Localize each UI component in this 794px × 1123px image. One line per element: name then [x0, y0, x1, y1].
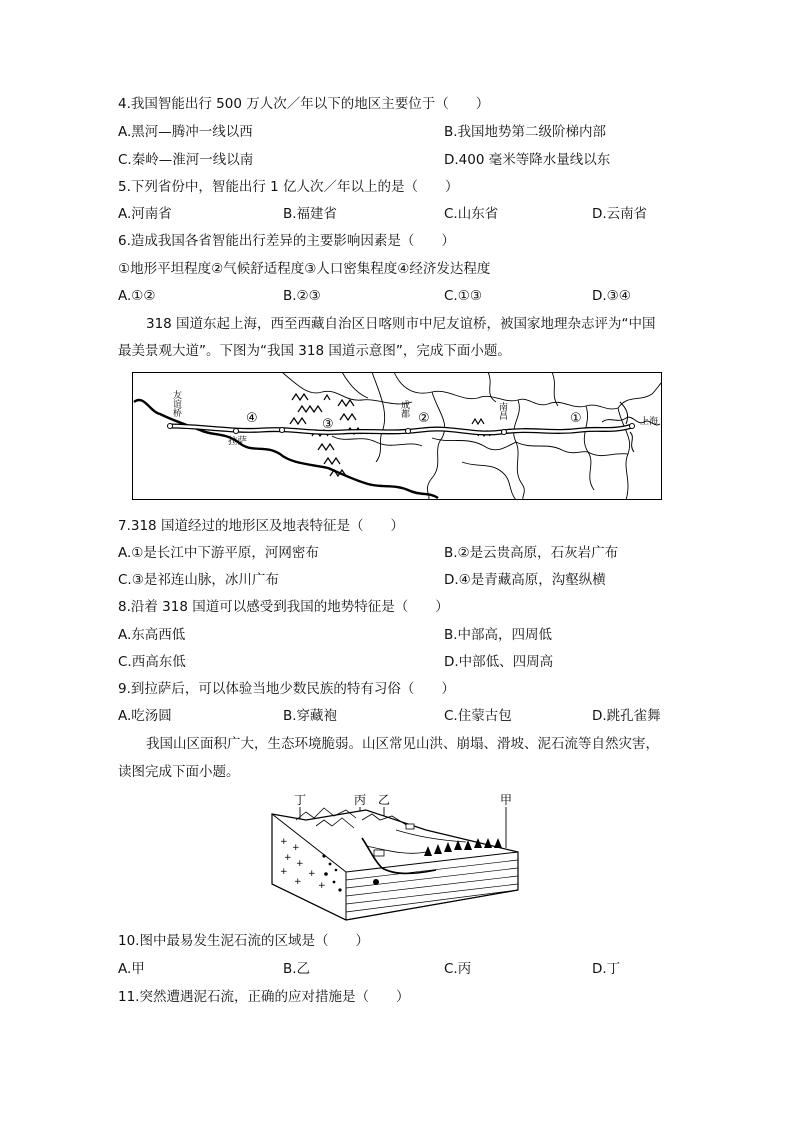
q6-factors: ①地形平坦程度②气候舒适程度③人口密集程度④经济发达程度 — [118, 261, 491, 277]
q10-option-c: C.丙 — [444, 961, 472, 977]
label-ding: 丁 — [294, 793, 307, 807]
q6-option-c: C.①③ — [444, 288, 482, 304]
q7-option-b: B.②是云贵高原，石灰岩广布 — [444, 545, 619, 561]
svg-text:+: + — [294, 877, 302, 887]
svg-text:+: + — [296, 859, 304, 869]
label-youyiqiao: 友谊桥 — [171, 390, 181, 417]
marker-4: ④ — [246, 411, 258, 426]
q5-option-d: D.云南省 — [592, 206, 648, 222]
q6-option-d: D.③④ — [592, 288, 631, 304]
marker-1: ① — [570, 411, 582, 426]
q9-option-b: B.穿藏袍 — [283, 708, 338, 724]
q8-option-a: A.东高西低 — [118, 627, 186, 643]
q4-option-d: D.400 毫米等降水量线以东 — [444, 152, 611, 168]
q4-option-a: A.黑河—腾冲一线以西 — [118, 124, 253, 140]
q7-stem: 7.318 国道经过的地形区及地表特征是（ ） — [118, 518, 404, 534]
passage-318-line2: 最美景观大道”。下图为“我国 318 国道示意图”，完成下面小题。 — [118, 343, 511, 359]
q8-option-c: C.西高东低 — [118, 654, 186, 670]
svg-text:+: + — [308, 869, 316, 879]
passage-mountain-line2: 读图完成下面小题。 — [118, 764, 240, 780]
q7-option-c: C.③是祁连山脉，冰川广布 — [118, 572, 279, 588]
q8-option-d: D.中部低、四周高 — [444, 654, 554, 670]
q4-stem: 4.我国智能出行 500 万人次／年以下的地区主要位于（ ） — [118, 96, 490, 112]
q8-stem: 8.沿着 318 国道可以感受到我国的地势特征是（ ） — [118, 599, 449, 615]
passage-318-line1: 318 国道东起上海，西至西藏自治区日喀则市中尼友谊桥，被国家地理杂志评为“中国 — [146, 316, 656, 332]
marker-3: ③ — [322, 417, 334, 432]
label-yi: 乙 — [378, 793, 391, 807]
q5-stem: 5.下列省份中，智能出行 1 亿人次／年以上的是（ ） — [118, 179, 459, 195]
svg-text:+: + — [280, 837, 288, 847]
q9-option-a: A.吃汤圆 — [118, 708, 172, 724]
q5-option-a: A.河南省 — [118, 206, 172, 222]
svg-text:+: + — [292, 843, 300, 853]
label-jia: 甲 — [500, 793, 513, 807]
label-chengdu: 成都 — [399, 400, 409, 418]
label-nanchang: 南昌 — [497, 402, 507, 420]
q4-option-b: B.我国地势第二级阶梯内部 — [444, 124, 607, 140]
label-shanghai: 上海 — [640, 417, 659, 427]
q10-stem: 10.图中最易发生泥石流的区域是（ ） — [118, 933, 369, 949]
mountain-block-diagram — [266, 790, 528, 922]
q9-stem: 9.到拉萨后，可以体验当地少数民族的特有习俗（ ） — [118, 681, 455, 697]
q6-option-b: B.②③ — [283, 288, 321, 304]
q9-option-d: D.跳孔雀舞 — [592, 708, 661, 724]
q5-option-b: B.福建省 — [283, 206, 338, 222]
label-lhasa: 拉萨 — [228, 436, 248, 447]
marker-2: ② — [418, 411, 430, 426]
q7-option-d: D.④是青藏高原，沟壑纵横 — [444, 572, 606, 588]
svg-text:+: + — [284, 853, 292, 863]
q10-option-a: A.甲 — [118, 961, 145, 977]
q8-option-b: B.中部高，四周低 — [444, 627, 553, 643]
passage-mountain-line1: 我国山区面积广大，生态环境脆弱。山区常见山洪、崩塌、滑坡、泥石流等自然灾害， — [146, 736, 659, 752]
svg-text:+: + — [318, 881, 326, 891]
label-bing: 丙 — [354, 793, 367, 807]
q9-option-c: C.住蒙古包 — [444, 708, 512, 724]
svg-text:+: + — [280, 867, 288, 877]
q10-option-d: D.丁 — [592, 961, 621, 977]
q10-option-b: B.乙 — [283, 961, 311, 977]
q6-option-a: A.①② — [118, 288, 156, 304]
q4-option-c: C.秦岭—淮河一线以南 — [118, 152, 254, 168]
q6-stem: 6.造成我国各省智能出行差异的主要影响因素是（ ） — [118, 233, 455, 249]
route-318-map — [132, 372, 662, 500]
q7-option-a: A.①是长江中下游平原，河网密布 — [118, 545, 319, 561]
q5-option-c: C.山东省 — [444, 206, 499, 222]
q11-stem: 11.突然遭遇泥石流，正确的应对措施是（ ） — [118, 989, 410, 1005]
